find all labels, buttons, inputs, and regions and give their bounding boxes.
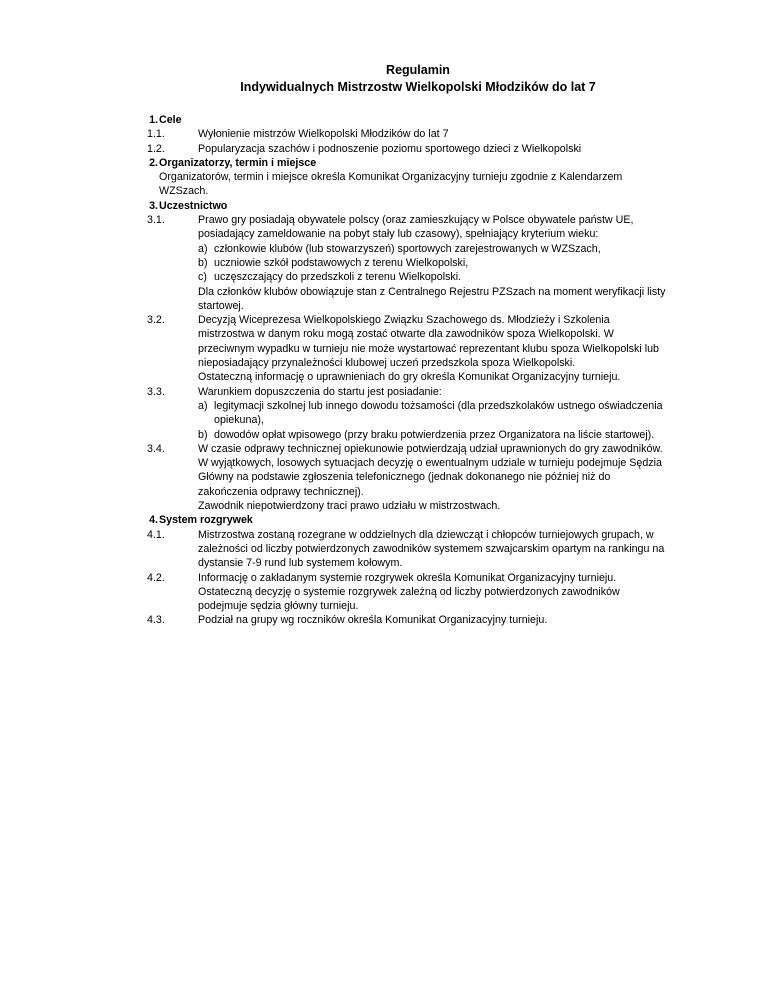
list-item	[198, 270, 668, 284]
subsection-3-1	[134, 213, 668, 313]
section-number: 2.	[149, 156, 158, 169]
section-title: Organizatorzy, termin i miejsce	[159, 156, 317, 169]
subsection-number: 3.1.	[147, 214, 165, 227]
subsection-number: 1.2.	[147, 142, 165, 155]
list-item-label: b)	[198, 256, 208, 269]
list-item-text: dowodów opłat wpisowego (przy braku potwierdzenia przez Organizatora na liście startowej).	[214, 428, 655, 441]
subsection-number: 4.1.	[147, 528, 165, 541]
subsection-3-2	[134, 313, 668, 384]
document-body	[134, 113, 668, 628]
section-title: System rozgrywek	[159, 514, 253, 527]
list-item-label: b)	[198, 428, 208, 441]
section-number: 3.	[149, 199, 158, 212]
subsection-3-3	[134, 385, 668, 442]
paragraph: Informację o zakładanym systemie rozgrywek określa Komunikat Organizacyjny turnieju.	[198, 571, 617, 584]
subsection-4-1	[134, 528, 668, 571]
paragraph: Dla członków klubów obowiązuje stan z Centralnego Rejestru PZSzach na moment weryfikacji listy startowej.	[198, 285, 666, 312]
paragraph: Ostateczną decyzję o systemie rozgrywek zależną od liczby potwierdzonych zawodników podejmuje sędzia główny turnieju.	[198, 585, 620, 613]
subsection-4-3	[134, 613, 668, 627]
paragraph: Organizatorów, termin i miejsce określa Komunikat Organizacyjny turnieju zgodnie z Kalendarzem WZSzach.	[159, 171, 623, 198]
list-item	[198, 256, 668, 270]
paragraph: Wyłonienie mistrzów Wielkopolski Młodzików do lat 7	[198, 128, 449, 141]
subsection-number: 1.1.	[147, 128, 165, 141]
list-item-text: uczniowie szkół podstawowych z terenu Wielkopolski,	[214, 256, 469, 269]
list-item	[198, 242, 668, 256]
section-1	[134, 113, 668, 127]
title-line-1: Regulamin	[386, 63, 450, 77]
subsection-3-4	[134, 442, 668, 513]
section-3	[134, 199, 668, 213]
list-item	[198, 428, 668, 442]
list-item-text: członkowie klubów (lub stowarzyszeń) sportowych zarejestrowanych w WZSzach,	[214, 242, 601, 255]
section-2	[134, 156, 668, 199]
section-title: Cele	[159, 114, 182, 126]
list-item-text: legitymacji szkolnej lub innego dowodu tożsamości (dla przedszkolaków ustnego oświadczenia opiekuna),	[214, 399, 663, 427]
subsection-number: 4.2.	[147, 571, 165, 584]
paragraph: Prawo gry posiadają obywatele polscy (oraz zamieszkujący w Polsce obywatele państw UE, posiadający zameldowanie na pobyt stały lub czasowy), spełniający kryterium wieku:	[198, 214, 634, 241]
list-item-label: a)	[198, 242, 208, 255]
subsection-number: 3.4.	[147, 442, 165, 455]
subsection-number: 3.2.	[147, 314, 165, 327]
subsection-4-2	[134, 571, 668, 614]
list-item-text: uczęszczający do przedszkoli z terenu Wielkopolski.	[214, 271, 462, 284]
paragraph: W wyjątkowych, losowych sytuacjach decyzję o ewentualnym udziale w turnieju podejmuje Sędzia Główny na podstawie zgłoszenia telefonicznego (jednak dokonanego nie później niż do zakończenia odprawy technicznej).	[198, 457, 662, 498]
paragraph: Zawodnik niepotwierdzony traci prawo udziału w mistrzostwach.	[198, 500, 501, 513]
list-item-label: a)	[198, 399, 208, 412]
paragraph: Popularyzacja szachów i podnoszenie poziomu sportowego dzieci z Wielkopolski	[198, 142, 582, 155]
subsection-1-1	[134, 127, 668, 141]
list-item	[198, 399, 668, 428]
title-line-2: Indywidualnych Mistrzostw Wielkopolski Młodzików do lat 7	[240, 80, 596, 94]
document-title	[134, 62, 702, 96]
list-item-label: c)	[198, 271, 207, 284]
paragraph: Ostateczną informację o uprawnieniach do gry określa Komunikat Organizacyjny turnieju.	[198, 371, 621, 384]
section-4	[134, 513, 668, 527]
paragraph: W czasie odprawy technicznej opiekunowie potwierdzają udział uprawnionych do gry zawodników.	[198, 442, 663, 455]
paragraph: Warunkiem dopuszczenia do startu jest posiadanie:	[198, 385, 442, 398]
paragraph: Decyzją Wiceprezesa Wielkopolskiego Związku Szachowego ds. Młodzieży i Szkolenia mistrzostwa w danym roku mogą zostać otwarte dla zawodników spoza Wielkopolski. W przeciwnym wypadku w turnieju nie może wystartować reprezentant klubu spoza Wielkopolski lub nieposiadający przynależności klubowej uczeń przedszkola spoza Wielkopolski.	[198, 314, 659, 370]
section-title: Uczestnictwo	[159, 199, 228, 212]
paragraph: Podział na grupy wg roczników określa Komunikat Organizacyjny turnieju.	[198, 614, 548, 627]
paragraph: Mistrzostwa zostaną rozegrane w oddzielnych dla dziewcząt i chłopców turniejowych grupach, w zależności od liczby potwierdzonych zawodników systemem szwajcarskim opartym na rankingu na dystansie 7-9 rund lub systemem kołowym.	[198, 528, 665, 570]
subsection-1-2	[134, 142, 668, 156]
subsection-number: 4.3.	[147, 614, 165, 627]
section-number: 1.	[149, 114, 158, 126]
section-number: 4.	[149, 514, 158, 527]
subsection-number: 3.3.	[147, 385, 165, 398]
